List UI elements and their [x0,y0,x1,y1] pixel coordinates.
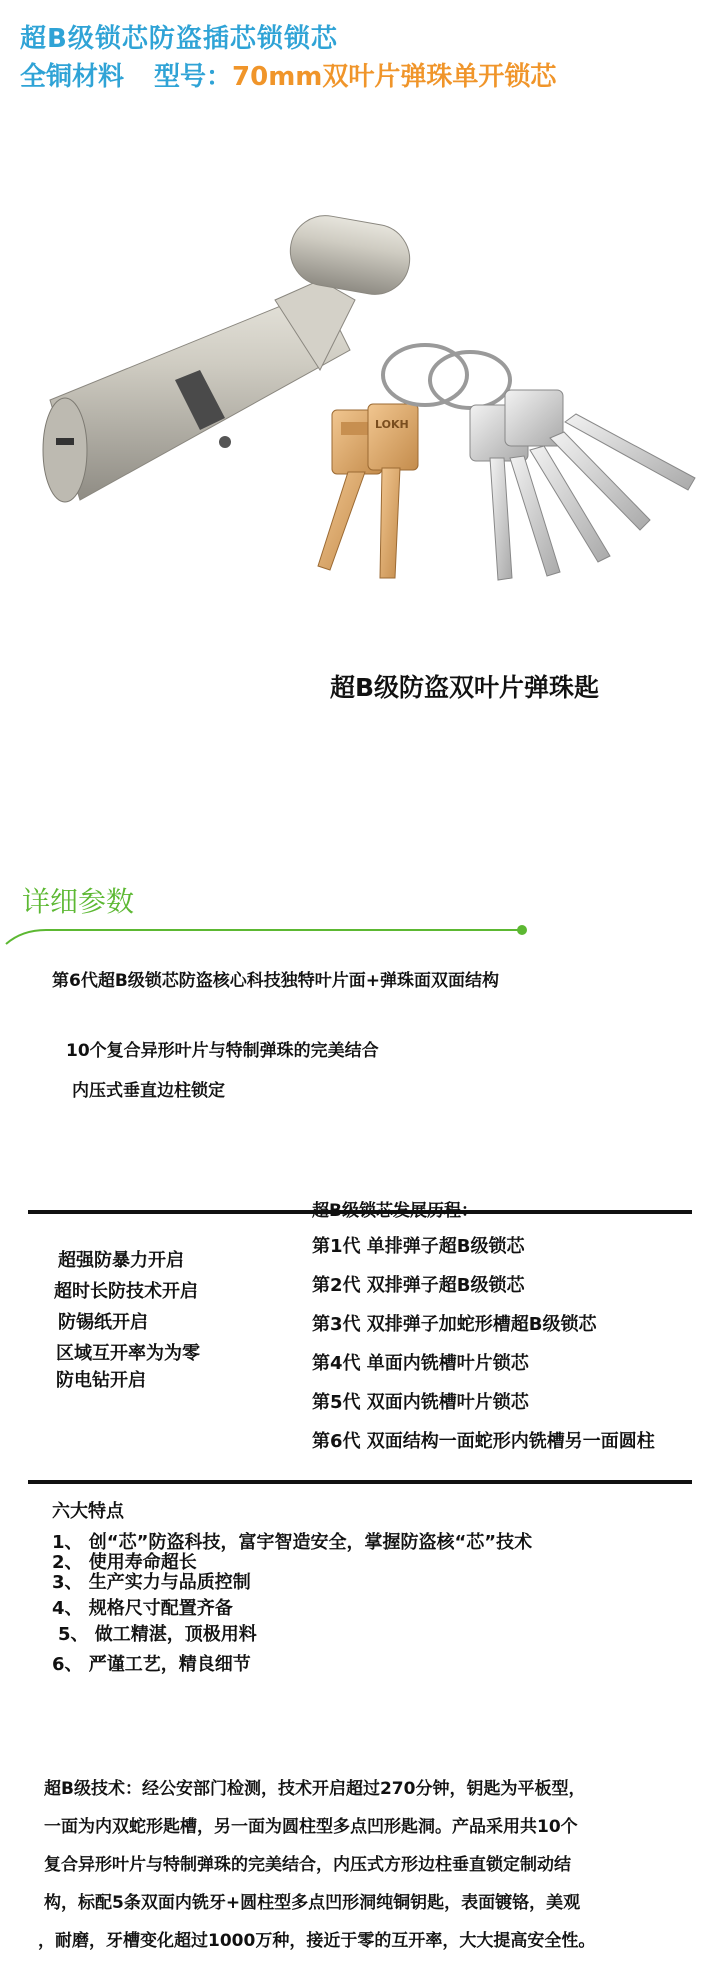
list-item: 第2代 双排弹子超B级锁芯 [312,1275,525,1296]
list-item: 第6代 双面结构一面蛇形内铣槽另一面圆柱 [312,1431,655,1452]
section-title: 详细参数 [22,885,135,918]
six-features-title: 六大特点 [52,1501,124,1522]
intro-line: 第6代超B级锁芯防盗核心科技独特叶片面+弹珠面双面结构 [52,971,500,991]
paragraph-line: 构，标配5条双面内铣牙+圆柱型多点凹形洞纯铜钥匙，表面镀铬，美观 [44,1893,581,1913]
list-item: 防电钻开启 [56,1370,146,1391]
feature-list [54,1246,200,1397]
history-title: 超B级锁芯发展历程： [312,1201,478,1221]
intro-line: 10个复合异形叶片与特制弹珠的完美结合 [66,1041,379,1061]
product-image [20,200,700,620]
list-item: 6、 严谨工艺，精良细节 [52,1654,251,1675]
model-label: 型号： [154,62,233,92]
list-item: 3、 生产实力与品质控制 [52,1572,251,1593]
list-item: 第3代 双排弹子加蛇形槽超B级锁芯 [312,1314,597,1335]
bottom-rule [28,1480,692,1484]
material-label: 全铜材料 [20,62,125,92]
history-list [312,1232,696,1472]
list-item: 第5代 双面内铣槽叶片锁芯 [312,1392,529,1413]
model-value: 70mm双叶片弹珠单开锁芯 [232,62,557,92]
key-brand-label: LOKH [375,418,409,431]
list-item: 5、 做工精湛，顶极用料 [58,1624,257,1645]
nickel-keys [470,390,695,580]
list-item: 防锡纸开启 [58,1312,148,1333]
key-ring [383,345,510,408]
list-item: 4、 规格尺寸配置齐备 [52,1598,233,1619]
list-item: 2、 使用寿命超长 [52,1552,197,1573]
product-subtitle [20,56,556,93]
list-item: 超强防暴力开启 [58,1250,184,1271]
paragraph-line: ，耐磨，牙槽变化超过1000万种，接近于零的互开率，大大提高安全性。 [38,1931,596,1951]
list-item: 区域互开率为为零 [56,1343,200,1364]
product-title: 超B级锁芯防盗插芯锁锁芯 [20,24,338,54]
brass-keys [318,404,418,578]
list-item: 1、 创“芯”防盗科技，富宇智造安全，掌握防盗核“芯”技术 [52,1532,533,1553]
list-item: 第1代 单排弹子超B级锁芯 [312,1236,525,1257]
list-item: 第4代 单面内铣槽叶片锁芯 [312,1353,529,1374]
list-item: 超时长防技术开启 [54,1281,198,1302]
paragraph-line: 复合异形叶片与特制弹珠的完美结合，内压式方形边柱垂直锁定制动结 [44,1855,571,1875]
paragraph-line: 超B级技术：经公安部门检测，技术开启超过270分钟，钥匙为平板型， [44,1779,586,1799]
section-divider [0,904,540,948]
six-features-list [52,1528,532,1676]
paragraph-line: 一面为内双蛇形匙槽，另一面为圆柱型多点凹形匙洞。产品采用共10个 [44,1817,578,1837]
tech-description [38,1770,694,1960]
intro-line: 内压式垂直边柱锁定 [72,1081,225,1101]
product-caption: 超B级防盗双叶片弹珠匙 [330,673,600,702]
